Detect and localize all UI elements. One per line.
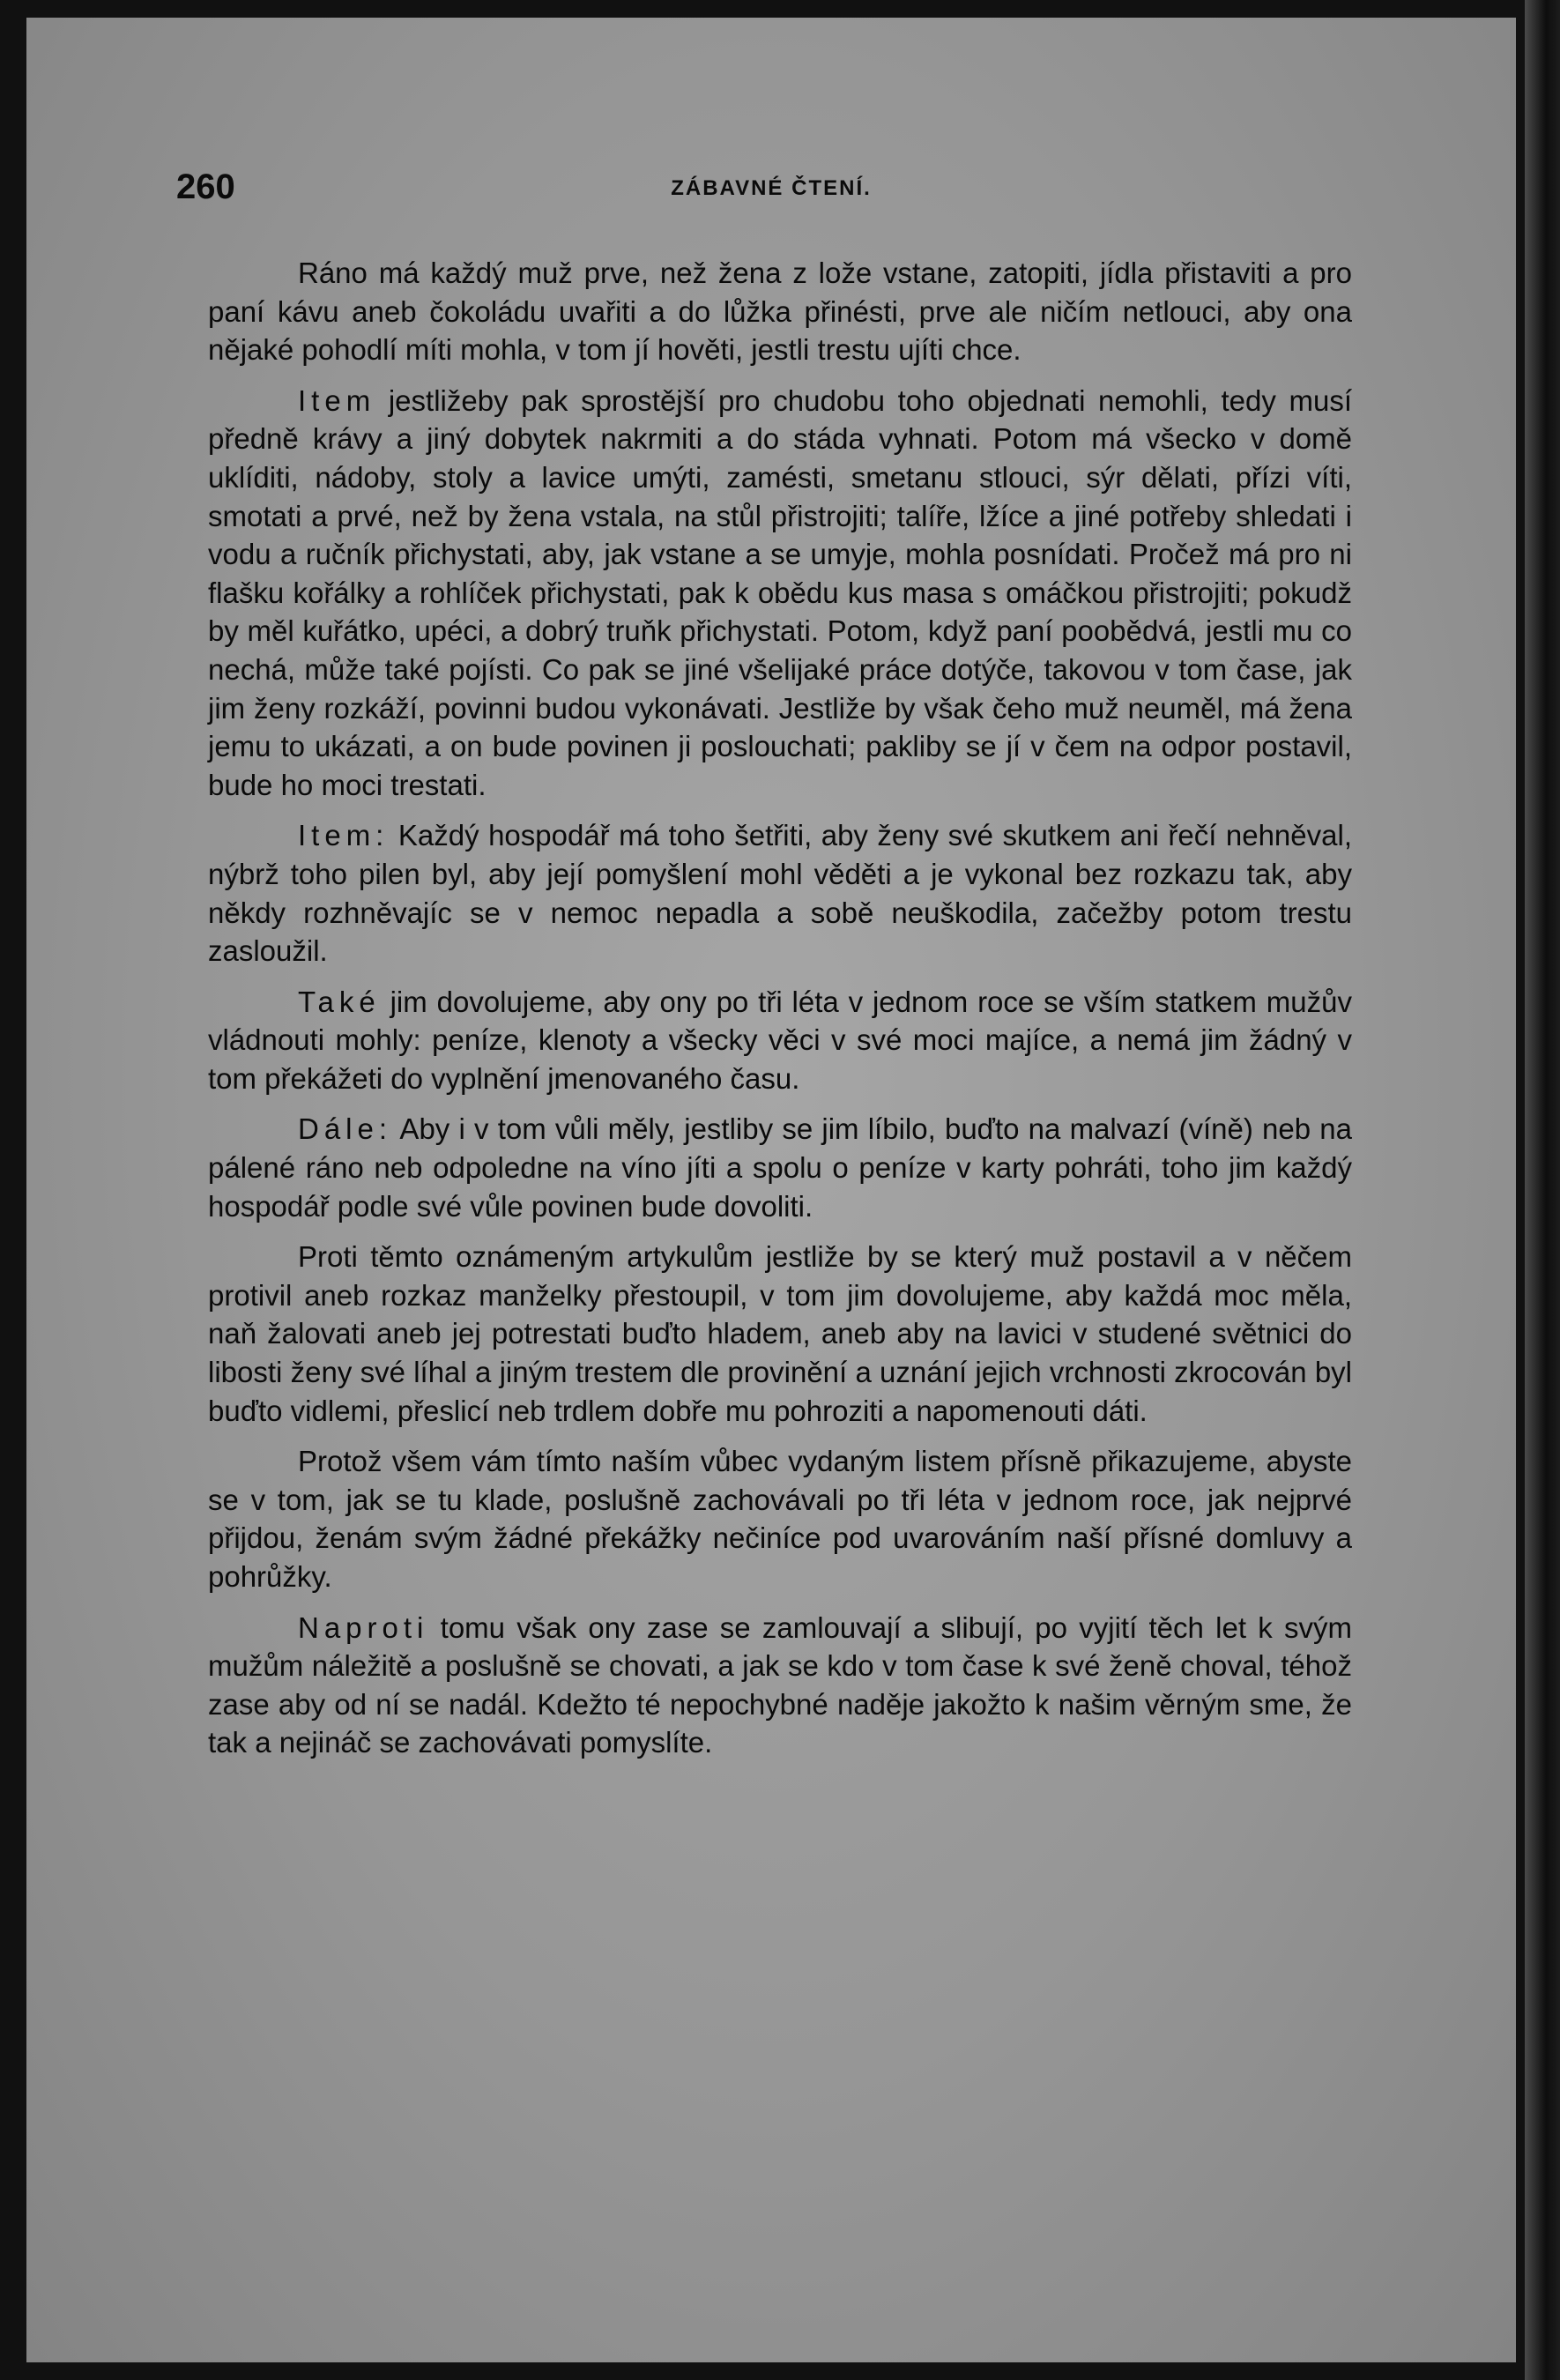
paragraph-3-lead: Item: — [298, 819, 390, 852]
paragraph-4 — [208, 983, 1352, 1098]
paragraph-8-lead: Naproti — [298, 1610, 429, 1644]
book-page — [26, 18, 1516, 2362]
paragraph-7-text: Protož všem vám tímto naším vůbec vydaným listem přísně přikazujeme, abyste se v tom, jak se tu klade, poslušně zachovávali po tři léta v jednom roce, jak nejprvé přijdou, ženám svým žádné překážky nečiníce pod uvarováním naší přísné domluvy a pohrůžky. — [208, 1445, 1352, 1593]
paragraph-2 — [208, 382, 1352, 805]
paragraph-1-text: Ráno má každý muž prve, než žena z lože vstane, zatopiti, jídla přistaviti a pro paní kávu aneb čokoládu uvařiti a do lůžka přinésti, prve ale ničím netlouci, aby ona nějaké pohodlí míti mohla, v tom jí hověti, jestli trestu ujíti chce. — [208, 257, 1352, 367]
page-header — [26, 167, 1516, 220]
paragraph-2-text: jestližeby pak sprostější pro chudobu toho objednati nemohli, tedy musí předně krávy a jiný dobytek nakrmiti a do stáda vyhnati. Potom má všecko v domě uklíditi, nádoby, stoly a lavice umýti, zamésti, smetanu stlouci, sýr dělati, přízi víti, smotati a prvé, než by žena vstala, na stůl přistrojiti; talíře, lžíce a jiné potřeby shledati i vodu a ručník přichystati, aby, jak vstane a se umyje, mohla posnídati. Pročež má pro ni flašku kořálky a rohlíček přichystati, pak k obědu kus masa s omáčkou přistrojiti; pokudž by měl kuřátko, upéci, a dobrý truňk přichystati. Potom, když paní poobědvá, jestli mu co nechá, může také pojísti. Co pak se jiné všelijaké práce dotýče, takovou v tom čase, jak jim ženy rozkáží, povinni budou vykonávati. Jestliže by však čeho muž neuměl, má žena jemu to ukázati, a on bude povinen ji poslouchati; pakliby se jí v čem na odpor postavil, bude ho moci trestati. — [208, 383, 1352, 801]
paragraph-1 — [208, 254, 1352, 369]
paragraph-5 — [208, 1110, 1352, 1225]
book-binding-shadow — [1525, 0, 1560, 2380]
paragraph-3-text: Každý hospodář má toho šetřiti, aby ženy své skutkem ani řečí nehněval, nýbrž toho pilen byl, aby její pomyšlení mohl věděti a je vykonal bez rozkazu tak, aby někdy rozhněvajíc se v nemoc nepadla a sobě neuškodila, začežby potom trestu zasloužil. — [208, 819, 1352, 968]
paragraph-3 — [208, 816, 1352, 970]
page-number: 260 — [176, 167, 235, 206]
paragraph-5-text: Aby i v tom vůli měly, jestliby se jim líbilo, buďto na malvazí (víně) neb na pálené ráno neb odpoledne na víno jíti a spolu o peníze v karty pohráti, toho jim každý hospodář podle své vůle povinen bude dovoliti. — [208, 1112, 1352, 1223]
paragraph-7 — [208, 1442, 1352, 1595]
body-text — [208, 254, 1352, 1774]
paragraph-5-lead: Dále: — [298, 1112, 393, 1146]
paragraph-4-text: jim dovolujeme, aby ony po tři léta v jednom roce se vším statkem mužův vládnouti mohly: peníze, klenoty a všecky věci v své moci majíce, a nemá jim žádný v tom překážeti do vyplnění jmenovaného času. — [208, 985, 1352, 1095]
running-head: ZÁBAVNÉ ČTENÍ. — [671, 176, 872, 200]
paragraph-6-text: Proti těmto oznámeným artykulům jestliže by se který muž postavil a v něčem protivil aneb rozkaz manželky přestoupil, v tom jim dovolujeme, aby každá moc měla, naň žalovati aneb jej potrestati buďto hladem, aneb aby na lavici v studené světnici do libosti ženy své líhal a jiným trestem dle provinění a uznání jejich vrchnosti zkrocován byl buďto vidlemi, přeslicí neb trdlem dobře mu pohroziti a napomenouti dáti. — [208, 1240, 1352, 1427]
paragraph-8-text: tomu však ony zase se zamlouvají a slibují, po vyjití těch let k svým mužům náležitě a poslušně se chovati, a jak se kdo v tom čase k své ženě choval, téhož zase aby od ní se nadál. Kdežto té nepochybné naděje jakožto k našim věrným sme, že tak a nejináč se zachovávati pomyslíte. — [208, 1610, 1352, 1759]
paragraph-6 — [208, 1238, 1352, 1430]
paragraph-4-lead: Také — [298, 985, 381, 1018]
paragraph-8 — [208, 1609, 1352, 1762]
paragraph-2-lead: Item — [298, 383, 376, 417]
